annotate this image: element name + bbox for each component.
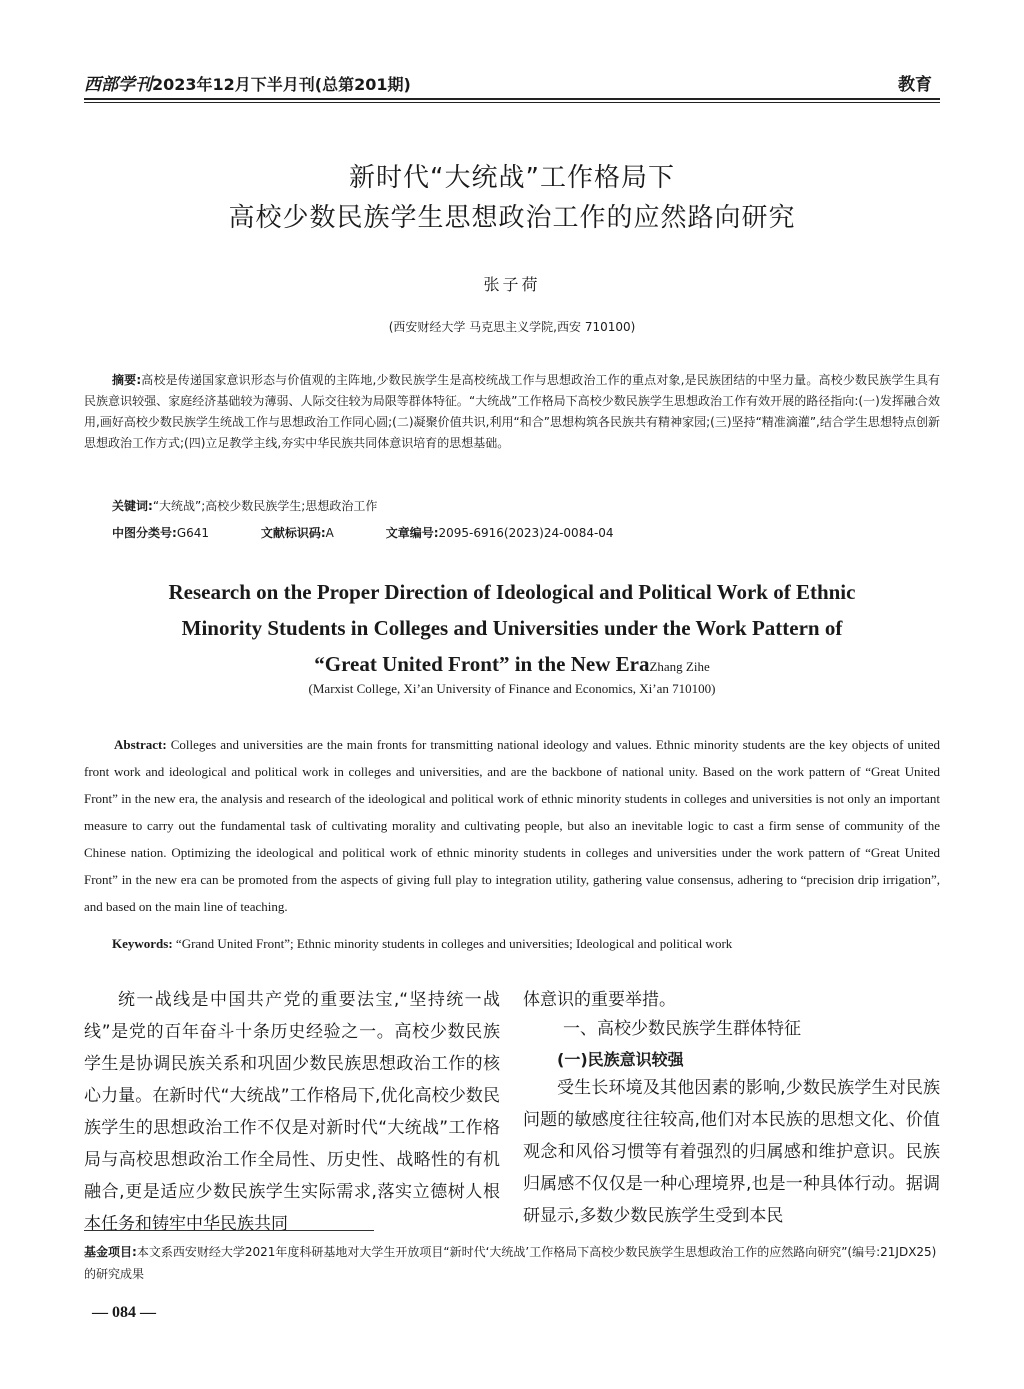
title-en-line2: Minority Students in Colleges and Universities under the Work Pattern of <box>181 616 843 640</box>
title-en-line1: Research on the Proper Direction of Ideological and Political Work of Ethnic <box>168 580 856 604</box>
body-left-paragraph: 统一战线是中国共产党的重要法宝,“坚持统一战线”是党的百年奋斗十条历史经验之一。高校少数民族学生是协调民族关系和巩固少数民族思想政治工作的核心力量。在新时代“大统战”工作格局下,优化高校少数民族学生的思想政治工作不仅是对新时代“大统战”工作格局与高校思想政治工作全局性、历史性、战略性的有机融合,更是适应少数民族学生实际需求,落实立德树人根本任务和铸牢中华民族共同 <box>84 990 500 1234</box>
clc-label: 中图分类号: <box>112 526 177 540</box>
doc-code-label: 文献标识码: <box>260 526 326 540</box>
title-en-line3 <box>84 646 940 685</box>
abstract-en <box>84 731 940 920</box>
keywords-en-label: Keywords: <box>112 936 173 951</box>
doc-code-value: A <box>325 526 334 540</box>
keywords-en-text: “Grand United Front”; Ethnic minority students in colleges and universities; Ideological and political work <box>175 936 733 951</box>
body-right-paragraph: 受生长环境及其他因素的影响,少数民族学生对民族问题的敏感度往往较高,他们对本民族的思想文化、价值观念和风俗习惯等有着强烈的归属感和维护意识。民族归属感不仅仅是一种心理境界,也是一种具体行动。据调研显示,多数少数民族学生受到本民 <box>523 1078 940 1226</box>
author-en: Zhang Zihe <box>649 659 710 674</box>
header-rule <box>84 98 940 100</box>
title-en-line3-text: “Great United Front” in the New Era <box>314 652 650 676</box>
classification-line <box>112 524 614 541</box>
clc-value: G641 <box>176 526 210 540</box>
body-right-continuation: 体意识的重要举措。 <box>523 990 676 1010</box>
footnote <box>84 1241 940 1285</box>
keywords-cn <box>112 497 932 514</box>
footnote-text: 本文系西安财经大学2021年度科研基地对大学生开放项目“新时代‘大统战’工作格局下高校少数民族学生思想政治工作的应然路向研究”(编号:21JDX25)的研究成果 <box>84 1245 937 1281</box>
section-heading: 一、高校少数民族学生群体特征 <box>563 1019 801 1039</box>
footnote-label: 基金项目: <box>84 1245 137 1259</box>
affiliation-cn: (西安财经大学 马克思主义学院,西安 710100) <box>388 320 636 334</box>
keywords-cn-text: “大统战”;高校少数民族学生;思想政治工作 <box>152 499 378 513</box>
title-cn-line1: 新时代“大统战”工作格局下 <box>349 163 675 193</box>
abstract-cn-label: 摘要: <box>112 373 142 387</box>
journal-logo: 西部学刊 <box>84 75 152 95</box>
article-no-value: 2095-6916(2023)24-0084-04 <box>438 526 614 540</box>
subsection-heading: (一)民族意识较强 <box>557 1050 684 1069</box>
running-header <box>84 70 411 95</box>
abstract-cn <box>84 370 940 454</box>
article-no-label: 文章编号: <box>385 526 439 540</box>
issue-info: 2023年12月下半月刊(总第201期) <box>152 75 411 94</box>
title-cn-line2: 高校少数民族学生思想政治工作的应然路向研究 <box>228 203 796 233</box>
affiliation-en: (Marxist College, Xi’an University of Finance and Economics, Xi’an 710100) <box>308 681 716 696</box>
section-label: 教育 <box>898 75 932 95</box>
author-cn: 张子荷 <box>483 275 541 294</box>
keywords-en <box>112 936 940 952</box>
abstract-cn-text: 高校是传递国家意识形态与价值观的主阵地,少数民族学生是高校统战工作与思想政治工作的重点对象,是民族团结的中坚力量。高校少数民族学生具有民族意识较强、家庭经济基础较为薄弱、人际交往较为局限等群体特征。“大统战”工作格局下高校少数民族学生思想政治工作有效开展的路径指向:(一)发挥融合效用,画好高校少数民族学生统战工作与思想政治工作同心圆;(二)凝聚价值共识,利用“和合”思想构筑各民族共有精神家园;(三)坚持“精准滴灌”,结合学生思想特点创新思想政治工作方式;(四)立足教学主线,夯实中华民族共同体意识培育的思想基础。 <box>84 373 940 450</box>
abstract-en-text: Colleges and universities are the main fronts for transmitting national ideology and values. Ethnic minority students are the key objects of united front work and ideological and political work in colleges and universities, and are the backbone of national unity. Based on the work pattern of “Great United Front” in the new era, the analysis and research of the ideological and political work of ethnic minority students in colleges and universities is not only an important measure to carry out the fundamental task of cultivating morality and cultivating people, but also an inevitable logic to cast a firm sense of community of the Chinese nation. Optimizing the ideological and political work of ethnic minority students in colleges and universities under the work pattern of “Great United Front” in the new era can be promoted from the aspects of giving full play to integration utility, gathering value consensus, adhering to “precision drip irrigation”, and based on the main line of teaching. <box>84 737 941 914</box>
footnote-rule <box>84 1230 374 1231</box>
page-number: — 084 — <box>92 1304 156 1321</box>
header-rule-thin <box>84 102 940 103</box>
keywords-cn-label: 关键词: <box>112 499 153 513</box>
abstract-en-label: Abstract: <box>114 737 167 752</box>
